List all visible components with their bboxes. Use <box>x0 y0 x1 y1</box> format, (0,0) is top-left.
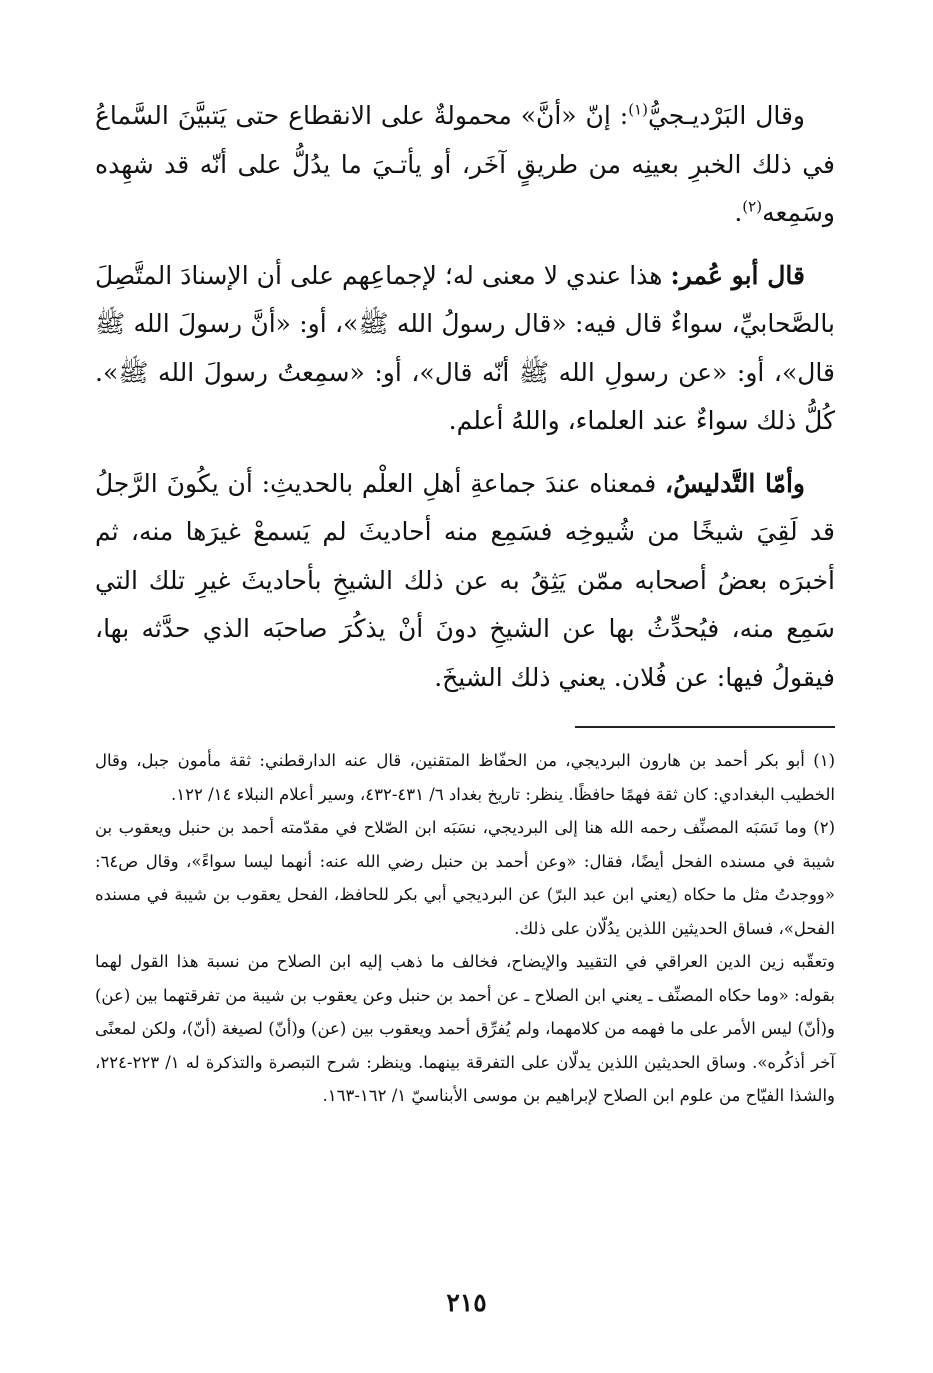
paragraph-3 <box>95 460 835 703</box>
page-number: ٢١٥ <box>446 1288 487 1317</box>
paragraph-1-lead: وقال البَرْديـجيُّ <box>647 101 805 130</box>
footnotes <box>95 744 835 1113</box>
paragraph-1 <box>95 92 835 238</box>
main-text <box>95 92 835 716</box>
footnote-2: (٢) وما نَسَبَه المصنِّف رحمه الله هنا إلى البرديجي، نسَبَه ابن الصّلاح في مقدّمته أحمد بن حنبل ويعقوب بن شيبة في مسنده الفحل أيضًا، فقال: «وعن أحمد بن حنبل رضي الله عنه: أنهما ليسا سواءً»، وقال ص٦٤: «ووجدتُ مثل ما حكاه (يعني ابن عبد البرّ) عن البرديجي أبي بكر للحافظ، الفحل يعقوب بن شيبة في مسنده الفحل»، فساق الحديثين اللذين يدُلّان على ذلك. <box>95 818 835 938</box>
footnote-separator <box>575 726 835 728</box>
footnote-1: (١) أبو بكر أحمد بن هارون البرديجي، من الحفّاظ المتقنين، قال عنه الدارقطني: ثقة مأمون جبل، وقال الخطيب البغدادي: كان ثقة فهمًا حافظًا. ينظر: تاريخ بغداد ٦/ ٤٣١-٤٣٢، وسير أعلام النبلاء ١٤/ ١٢٢. <box>95 751 835 804</box>
paragraph-2-heading: قال أبو عُمر: <box>670 260 805 290</box>
paragraph-3-text: فمعناه عندَ جماعةِ أهلِ العلْم بالحديثِ: أن يكُونَ الرَّجلُ قد لَقِيَ شيخًا من شُيوخِه فسَمِع منه أحاديثَ لم يَسمعْ غيرَها منه، ثم أخبرَه بعضُ أصحابه ممّن يَثِقُ به عن ذلك الشيخِ بأحاديثَ غيرِ تلك التي سَمِع منه، فيُحدِّثُ بها عن الشيخِ دونَ أنْ يذكُرَ صاحبَه الذي حدَّثه بها، فيقولُ فيها: عن فُلان. يعني ذلك الشيخَ. <box>95 468 835 692</box>
paragraph-2-text: هذا عندي لا معنى له؛ لإجماعِهم على أن الإسنادَ المتَّصِلَ بالصَّحابيِّ، سواءٌ قال فيه: «قال رسولُ الله ﷺ»، أو: «أنَّ رسولَ الله ﷺ قال»، أو: «عن رسولِ الله ﷺ أنّه قال»، أو: «سمِعتُ رسولَ الله ﷺ». كُلُّ ذلك سواءٌ عند العلماء، واللهُ أعلم. <box>95 260 835 435</box>
paragraph-2 <box>95 252 835 446</box>
paragraph-1-text: : إنّ «أنَّ» محمولةٌ على الانقطاع حتى يَتبيَّنَ السَّماعُ في ذلك الخبرِ بعينِه من طريقٍ آخَر، أو يأتـيَ ما يدُلُّ على أنّه قد شهِده وسَمِعه <box>95 101 835 227</box>
footnote-ref-1: (١) <box>628 100 648 119</box>
footnote-ref-2: (٢) <box>742 197 763 216</box>
footnote-2-continuation: وتعقّبه زين الدين العراقي في التقييد والإيضاح، فخالف ما ذهب إليه ابن الصلاح من نسبة هذا القول لهما بقوله: «وما حكاه المصنِّف ـ يعني ابن الصلاح ـ عن أحمد بن حنبل وعن يعقوب بن شيبة من تفرقتهما بين (عن) و(أنّ) ليس الأمر على ما فهمه من كلامهما، ولم يُفرِّق أحمد ويعقوب بين (عن) و(أنّ) لصيغة (أنّ)، ولكن لمعنًى آخر أذكُره». وساق الحديثين اللذين يدلّان على التفرقة بينهما. وينظر: شرح التبصرة والتذكرة له ١/ ٢٢٣-٢٢٤، والشذا الفيّاح من علوم ابن الصلاح لإبراهيم بن موسى الأبناسيّ ١/ ١٦٢-١٦٣. <box>95 952 835 1105</box>
paragraph-3-heading: وأمّا التَّدليسُ، <box>665 468 805 498</box>
paragraph-1-end: . <box>734 198 743 227</box>
